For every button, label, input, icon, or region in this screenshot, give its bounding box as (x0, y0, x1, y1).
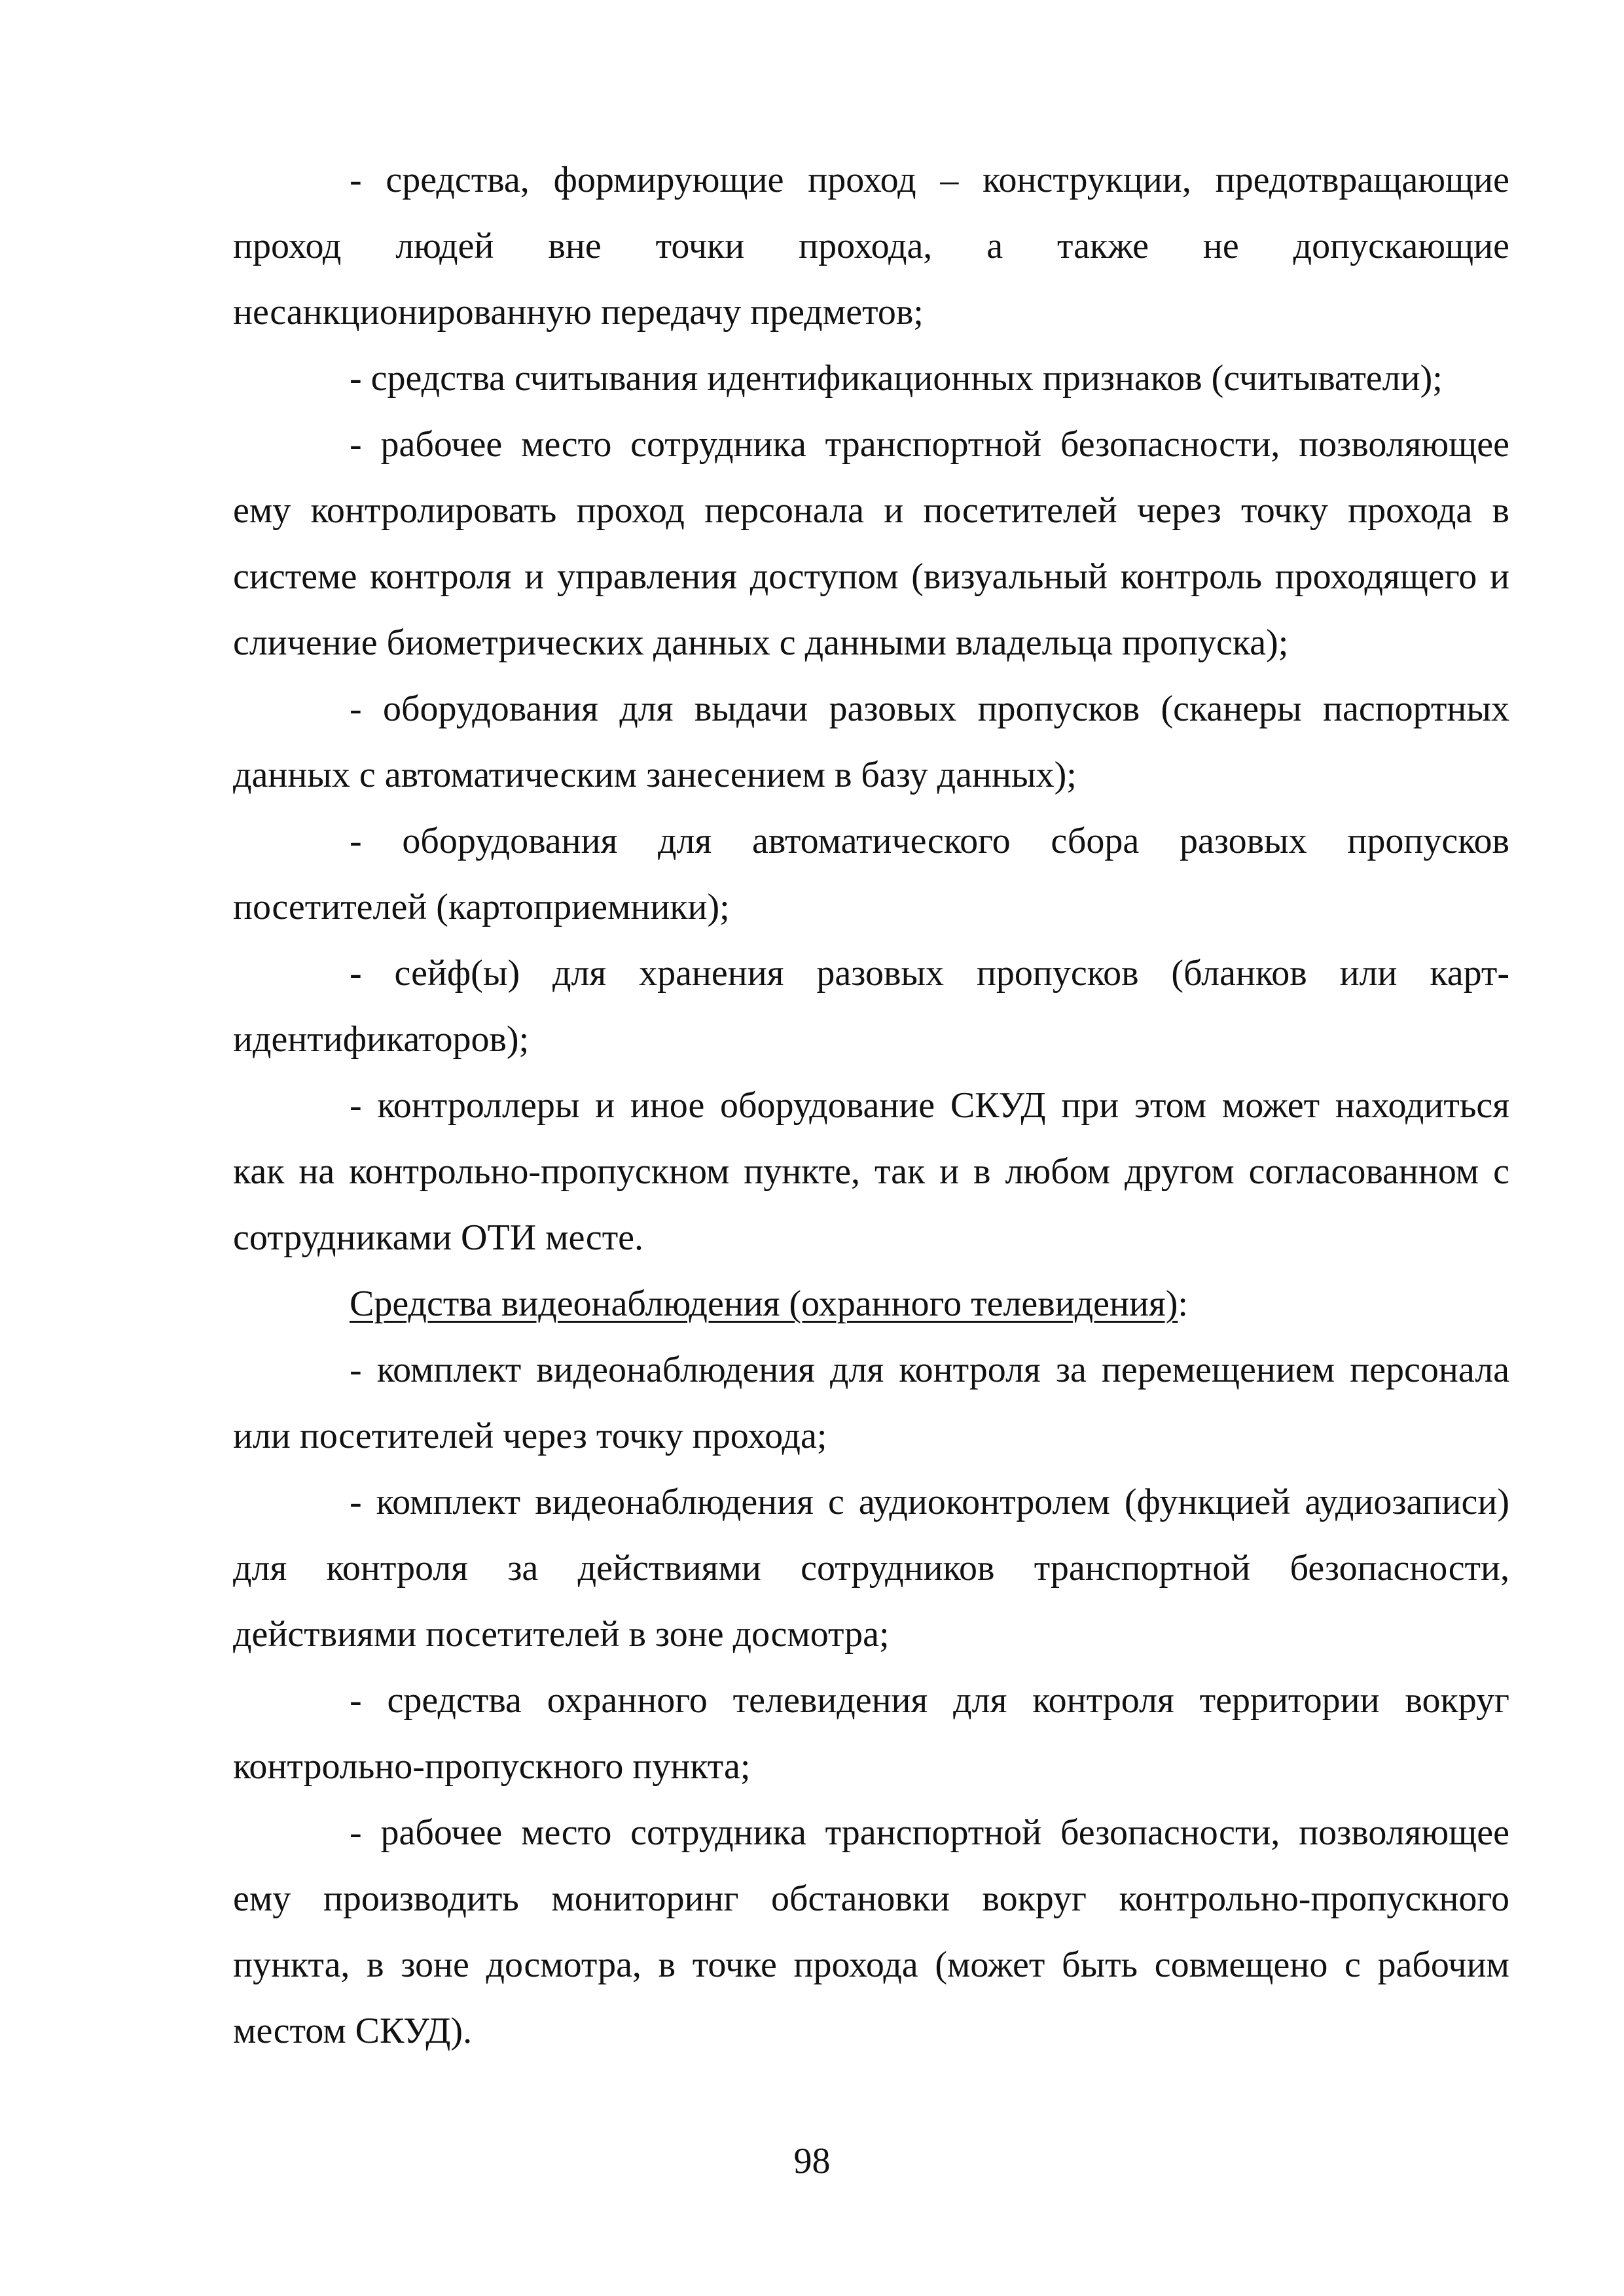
paragraph-controllers: - контроллеры и иное оборудование СКУД при этом может находиться как на контрольно-пропускном пункте, так и в любом другом согласованном с сотрудниками ОТИ месте. (233, 1085, 1509, 1258)
paragraph-cctv-territory: - средства охранного телевидения для контроля территории вокруг контрольно-пропускного пункта; (233, 1680, 1509, 1787)
paragraph-security-workplace-access: - рабочее место сотрудника транспортной безопасности, позволяющее ему контролировать проход персонала и посетителей через точку прохода в системе контроля и управления доступом (визуальный контроль проходящего и сличение биометрических данных с данными владельца пропуска); (233, 424, 1509, 663)
paragraph-pass-issuing-equipment: - оборудования для выдачи разовых пропусков (сканеры паспортных данных с автоматическим занесением в базу данных); (233, 689, 1509, 795)
page-body (233, 147, 1509, 2064)
paragraph-readers: - средства считывания идентификационных признаков (считыватели); (350, 358, 1443, 399)
paragraph-pass-collection-equipment: - оборудования для автоматического сбора разовых пропусков посетителей (картоприемники); (233, 821, 1509, 927)
section-heading-colon: : (1178, 1283, 1188, 1324)
paragraph-pass-safes: - сейф(ы) для хранения разовых пропусков (бланков или карт-идентификаторов); (233, 953, 1509, 1060)
paragraph-video-audio: - комплект видеонаблюдения с аудиоконтролем (функцией аудиозаписи) для контроля за действиями сотрудников транспортной безопасности, действиями посетителей в зоне досмотра; (233, 1482, 1509, 1655)
paragraph-pass-forming-means: - средства, формирующие проход – конструкции, предотвращающие проход людей вне точки прохода, а также не допускающие несанкционированную передачу предметов; (233, 160, 1509, 332)
section-heading (233, 1271, 1509, 1337)
page-number: 98 (793, 2141, 831, 2181)
section-heading-text: Средства видеонаблюдения (охранного телевидения) (350, 1283, 1178, 1324)
paragraph-video-movement: - комплект видеонаблюдения для контроля за перемещением персонала или посетителей через точку прохода; (233, 1350, 1509, 1456)
paragraph-security-workplace-monitoring: - рабочее место сотрудника транспортной безопасности, позволяющее ему производить мониторинг обстановки вокруг контрольно-пропускного пункта, в зоне досмотра, в точке прохода (может быть совмещено с рабочим местом СКУД). (233, 1812, 1509, 2051)
